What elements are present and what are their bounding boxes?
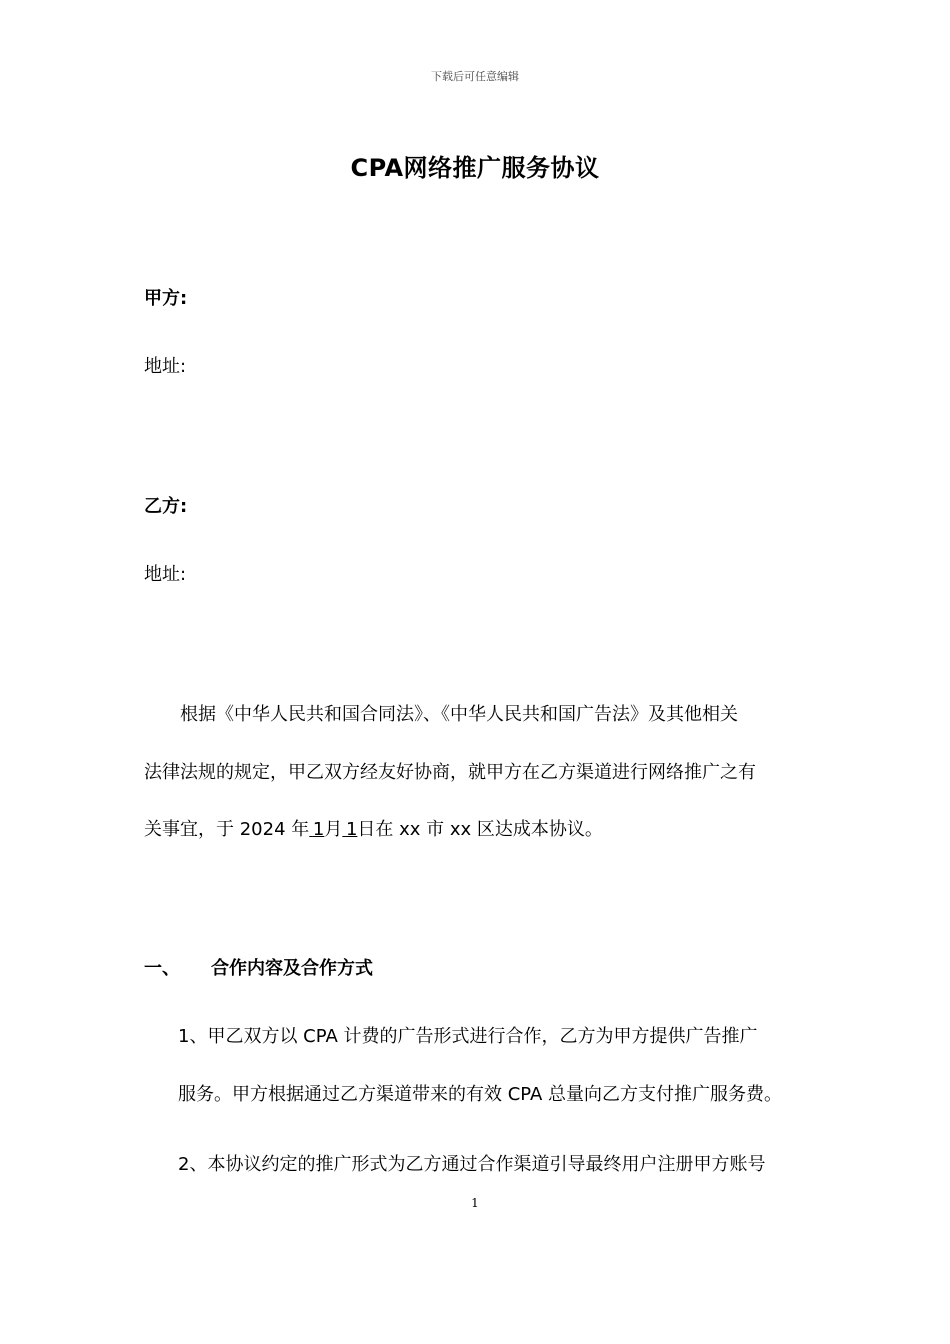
header-note: 下载后可任意编辑: [431, 70, 519, 83]
section-1-item-1-line-2: 服务。甲方根据通过乙方渠道带来的有效 CPA 总量向乙方支付推广服务费。: [178, 1084, 783, 1105]
document-title: CPA网络推广服务协议: [350, 154, 600, 182]
party-b-label: 乙方:: [144, 496, 188, 517]
preamble-line-1: 根据《中华人民共和国合同法》、《中华人民共和国广告法》及其他相关: [180, 704, 738, 725]
party-a-address-label: 地址:: [144, 356, 187, 377]
preamble-date-prefix: 关事宜，于 2024 年: [144, 819, 310, 840]
party-b-address-label: 地址:: [144, 564, 187, 585]
section-1-title: 合作内容及合作方式: [211, 958, 373, 979]
section-1-number: 一、: [144, 958, 180, 979]
preamble-month-unit: 月: [324, 819, 343, 840]
section-1-item-2-line-1: 2、本协议约定的推广形式为乙方通过合作渠道引导最终用户注册甲方账号: [178, 1154, 766, 1175]
page-number: 1: [471, 1196, 479, 1210]
preamble-line-3: [144, 815, 603, 841]
preamble-date-suffix: 日在 xx 市 xx 区达成本协议。: [357, 819, 603, 840]
preamble-line-2: 法律法规的规定，甲乙双方经友好协商，就甲方在乙方渠道进行网络推广之有: [144, 762, 756, 783]
preamble-day: 1: [345, 819, 358, 840]
party-a-label: 甲方:: [144, 288, 188, 309]
preamble-month: 1: [312, 819, 325, 840]
section-1-item-1-line-1: 1、甲乙双方以 CPA 计费的广告形式进行合作，乙方为甲方提供广告推广: [178, 1026, 758, 1047]
